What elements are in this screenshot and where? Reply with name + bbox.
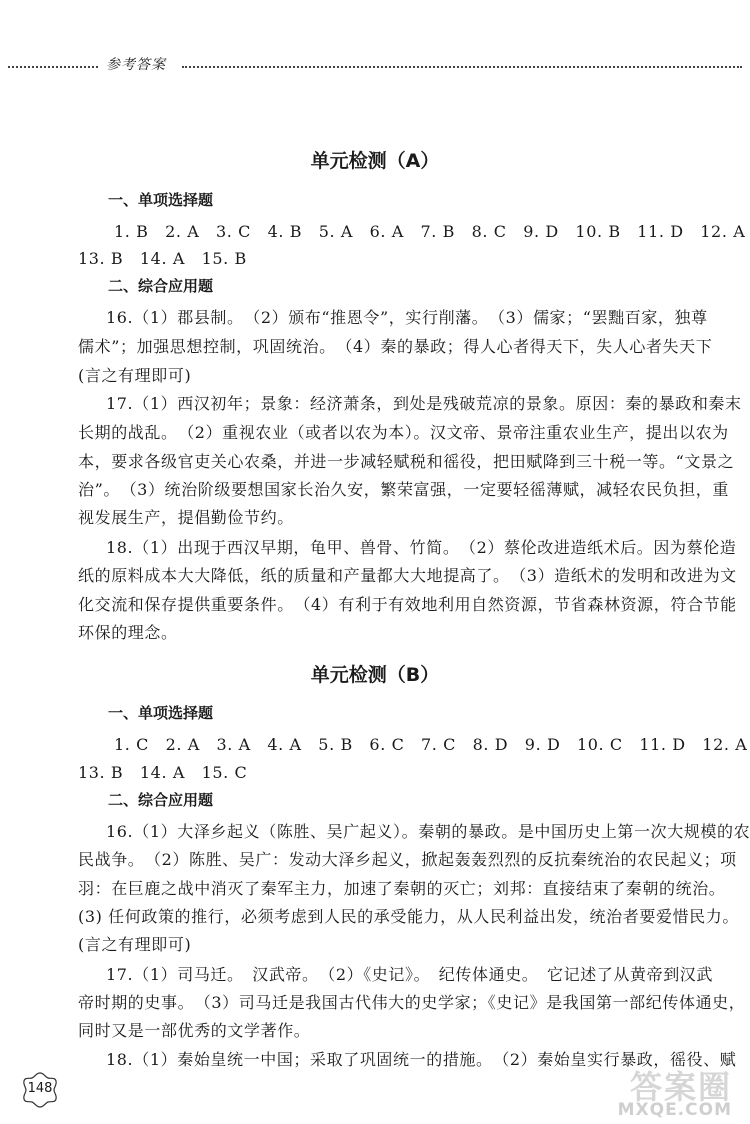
watermark: [590, 1062, 740, 1118]
section-a-part2-heading: 二、综合应用题: [108, 277, 214, 295]
answer-line: 化交流和保存提供重要条件。 （4）有利于有效地利用自然资源，节省森林资源，符合节能: [78, 595, 737, 614]
section-b-part1-heading: 一、单项选择题: [108, 704, 214, 722]
answer-line: 帝时期的史事。 （3）司马迁是我国古代伟大的史学家；《史记》是我国第一部纪传体通史，: [78, 993, 746, 1012]
section-b-title: 单元检测（B）: [310, 664, 440, 686]
answer-line: 长期的战乱。 （2）重视农业（或者以农为本）。汉文帝、景帝注重农业生产，提出以农为: [78, 423, 729, 442]
answer-line: 治”。 （3）统治阶级要想国家长治久安，繁荣富强，一定要轻徭薄赋，减轻农民负担，重: [78, 480, 729, 499]
answer-line: 民战争。 （2）陈胜、吴广：发动大泽乡起义，掀起轰轰烈烈的反抗秦统治的农民起义；项: [78, 850, 737, 869]
answer-line: 纸的原料成本大大降低，纸的质量和产量都大大地提高了。 （3）造纸术的发明和改进为文: [78, 566, 737, 585]
page-number-badge: [20, 1070, 60, 1110]
answer-line: 16.（1）郡县制。 （2）颁布“推恩令”，实行削藩。 （3）儒家；“罢黜百家，独尊: [106, 308, 708, 327]
section-a-part1-heading: 一、单项选择题: [108, 191, 214, 209]
answer-line: 1. B 2. A 3. C 4. B 5. A 6. A 7. B 8. C 9. D 10. B 11. D 12. A: [114, 222, 746, 241]
answer-line: 同时又是一部优秀的文学著作。: [78, 1021, 311, 1040]
answer-line: 17.（1）司马迁。 汉武帝。 （2）《史记》。 纪传体通史。 它记述了从黄帝到汉武: [106, 965, 714, 984]
section-b-part2-heading: 二、综合应用题: [108, 791, 214, 809]
answer-line: 视发展生产，提倡勤俭节约。: [78, 508, 294, 527]
answer-line: 儒术”；加强思想控制，巩固统治。 （4）秦的暴政；得人心者得天下，失人心者失天下: [78, 337, 713, 356]
answer-line: 1. C 2. A 3. A 4. A 5. B 6. C 7. C 8. D 9. D 10. C 11. D 12. A: [114, 735, 748, 754]
running-header: [0, 50, 750, 80]
header-label: 参考答案: [106, 57, 166, 73]
answer-line: (言之有理即可): [78, 366, 192, 385]
page-number: 148: [27, 1081, 53, 1096]
answer-line: 13. B 14. A 15. C: [78, 763, 248, 782]
section-a-title: 单元检测（A）: [310, 150, 440, 172]
header-dotted-rule-right: [182, 66, 742, 68]
answer-line: 18.（1）秦始皇统一中国；采取了巩固统一的措施。 （2）秦始皇实行暴政，徭役、赋: [106, 1050, 737, 1069]
answer-line: 16.（1）大泽乡起义（陈胜、吴广起义）。秦朝的暴政。是中国历史上第一次大规模的农: [106, 822, 750, 841]
header-dotted-rule-left: [8, 66, 98, 68]
answer-line: (言之有理即可): [78, 935, 192, 954]
answer-line: 18.（1）出现于西汉早期，龟甲、兽骨、竹简。 （2）蔡伦改进造纸术后。因为蔡伦造: [106, 538, 737, 557]
answer-line: 羽：在巨鹿之战中消灭了秦军主力，加速了秦朝的灭亡；刘邦：直接结束了秦朝的统治。: [78, 879, 726, 898]
answer-line: 17.（1）西汉初年；景象：经济萧条，到处是残破荒凉的景象。原因：秦的暴政和秦末: [106, 394, 742, 413]
answer-line: 13. B 14. A 15. B: [78, 249, 247, 268]
answer-line: (3) 任何政策的推行，必须考虑到人民的承受能力，从人民利益出发，统治者要爱惜民力。: [78, 907, 739, 926]
answer-line: 环保的理念。: [78, 623, 178, 642]
watermark-logo: 答案圈: [629, 1068, 732, 1106]
watermark-url: MXQE.COM: [617, 1100, 732, 1120]
answer-line: 本，要求各级官吏关心农桑，并进一步减轻赋税和徭役，把田赋降到三十税一等。“文景之: [78, 452, 735, 471]
